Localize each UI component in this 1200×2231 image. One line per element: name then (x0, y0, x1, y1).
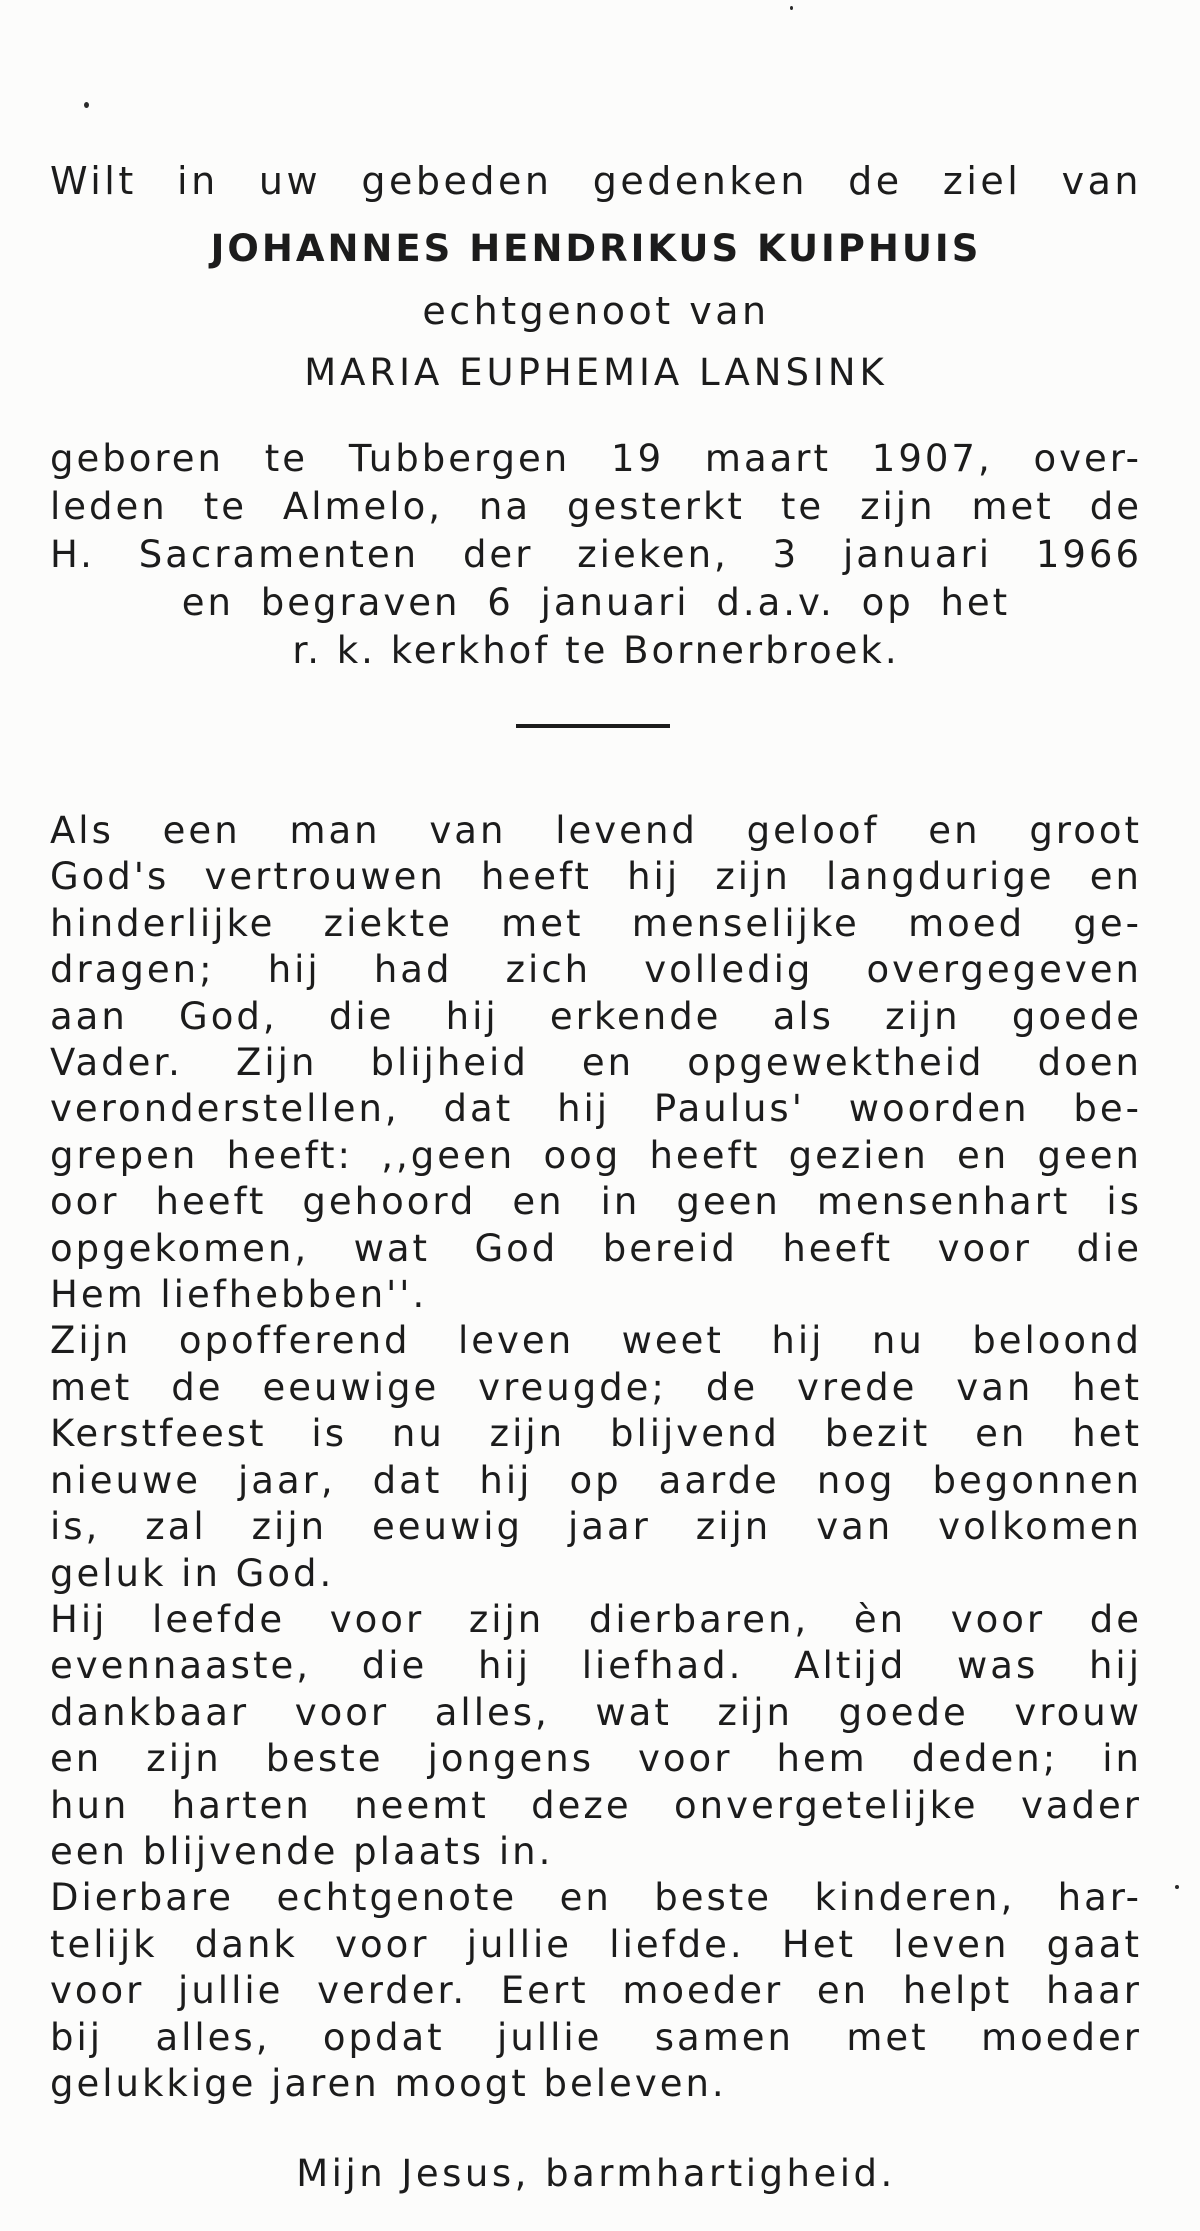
dedication-header (50, 150, 1142, 404)
tribute-line: Als een man van levend geloof en groot (50, 809, 1142, 852)
tribute-line: veronderstellen, dat hij Paulus' woorden be- (50, 1087, 1142, 1131)
tribute-text (50, 808, 1142, 2107)
ink-speck (1175, 1885, 1179, 1889)
tribute-line: grepen heeft: ,,geen oog heeft gezien en geen (50, 1133, 1142, 1177)
relation-line: echtgenoot van (422, 289, 770, 333)
tribute-line: dankbaar voor alles, wat zijn goede vrouw (50, 1690, 1142, 1734)
deceased-name: JOHANNES HENDRIKUS KUIPHUIS (210, 227, 982, 270)
tribute-line: hinderlijke ziekte met menselijke moed ge- (50, 901, 1142, 945)
spouse-name: MARIA EUPHEMIA LANSINK (304, 351, 888, 394)
tribute-line: dragen; hij had zich volledig overgegeven (50, 948, 1142, 992)
tribute-line: Vader. Zijn blijheid en opgewektheid doen (50, 1041, 1142, 1085)
closing-prayer: Mijn Jesus, barmhartigheid. (296, 2152, 896, 2195)
tribute-line: opgekomen, wat God bereid heeft voor die (50, 1226, 1142, 1270)
tribute-line: aan God, die hij erkende als zijn goede (50, 994, 1142, 1038)
intro-line: Wilt in uw gebeden gedenken de ziel van (50, 159, 1142, 203)
tribute-line: een blijvende plaats in. (50, 1829, 554, 1873)
tribute-line: gelukkige jaren moogt beleven. (50, 2061, 727, 2105)
tribute-line: geluk in God. (50, 1551, 335, 1595)
tribute-line: God's vertrouwen heeft hij zijn langdurige en (50, 855, 1142, 899)
tribute-line: nieuwe jaar, dat hij op aarde nog begonnen (50, 1458, 1142, 1502)
biography-line: en begraven 6 januari d.a.v. op het (181, 581, 1011, 624)
tribute-line: voor jullie verder. Eert moeder en helpt haar (50, 1969, 1142, 2013)
tribute-line: Hem liefhebben''. (50, 1273, 428, 1317)
tribute-line: evennaaste, die hij liefhad. Altijd was hij (50, 1644, 1142, 1688)
tribute-line: en zijn beste jongens voor hem deden; in (50, 1737, 1142, 1781)
tribute-line: met de eeuwige vreugde; de vrede van het (50, 1365, 1142, 1409)
tribute-line: bij alles, opdat jullie samen met moeder (50, 2015, 1142, 2059)
biography-line: r. k. kerkhof te Bornerbroek. (292, 629, 900, 672)
tribute-line: Kerstfeest is nu zijn blijvend bezit en het (50, 1412, 1142, 1456)
ink-speck (790, 6, 793, 10)
biography-line: H. Sacramenten der zieken, 3 januari 1966 (50, 533, 1142, 576)
tribute-line: hun harten neemt deze onvergetelijke vader (50, 1783, 1142, 1827)
tribute-line: Dierbare echtgenote en beste kinderen, har- (50, 1876, 1142, 1920)
biography-line: leden te Almelo, na gesterkt te zijn met de (50, 485, 1142, 528)
tribute-line: Hij leefde voor zijn dierbaren, èn voor de (50, 1597, 1142, 1641)
biography-line: geboren te Tubbergen 19 maart 1907, over- (50, 437, 1142, 480)
tribute-line: telijk dank voor jullie liefde. Het leven gaat (50, 1922, 1142, 1966)
section-divider (516, 724, 670, 728)
tribute-line: Zijn opofferend leven weet hij nu beloond (50, 1319, 1142, 1363)
biography (50, 435, 1142, 675)
tribute-line: is, zal zijn eeuwig jaar zijn van volkomen (50, 1505, 1142, 1549)
tribute-line: oor heeft gehoord en in geen mensenhart is (50, 1180, 1142, 1224)
ink-speck (84, 102, 89, 108)
